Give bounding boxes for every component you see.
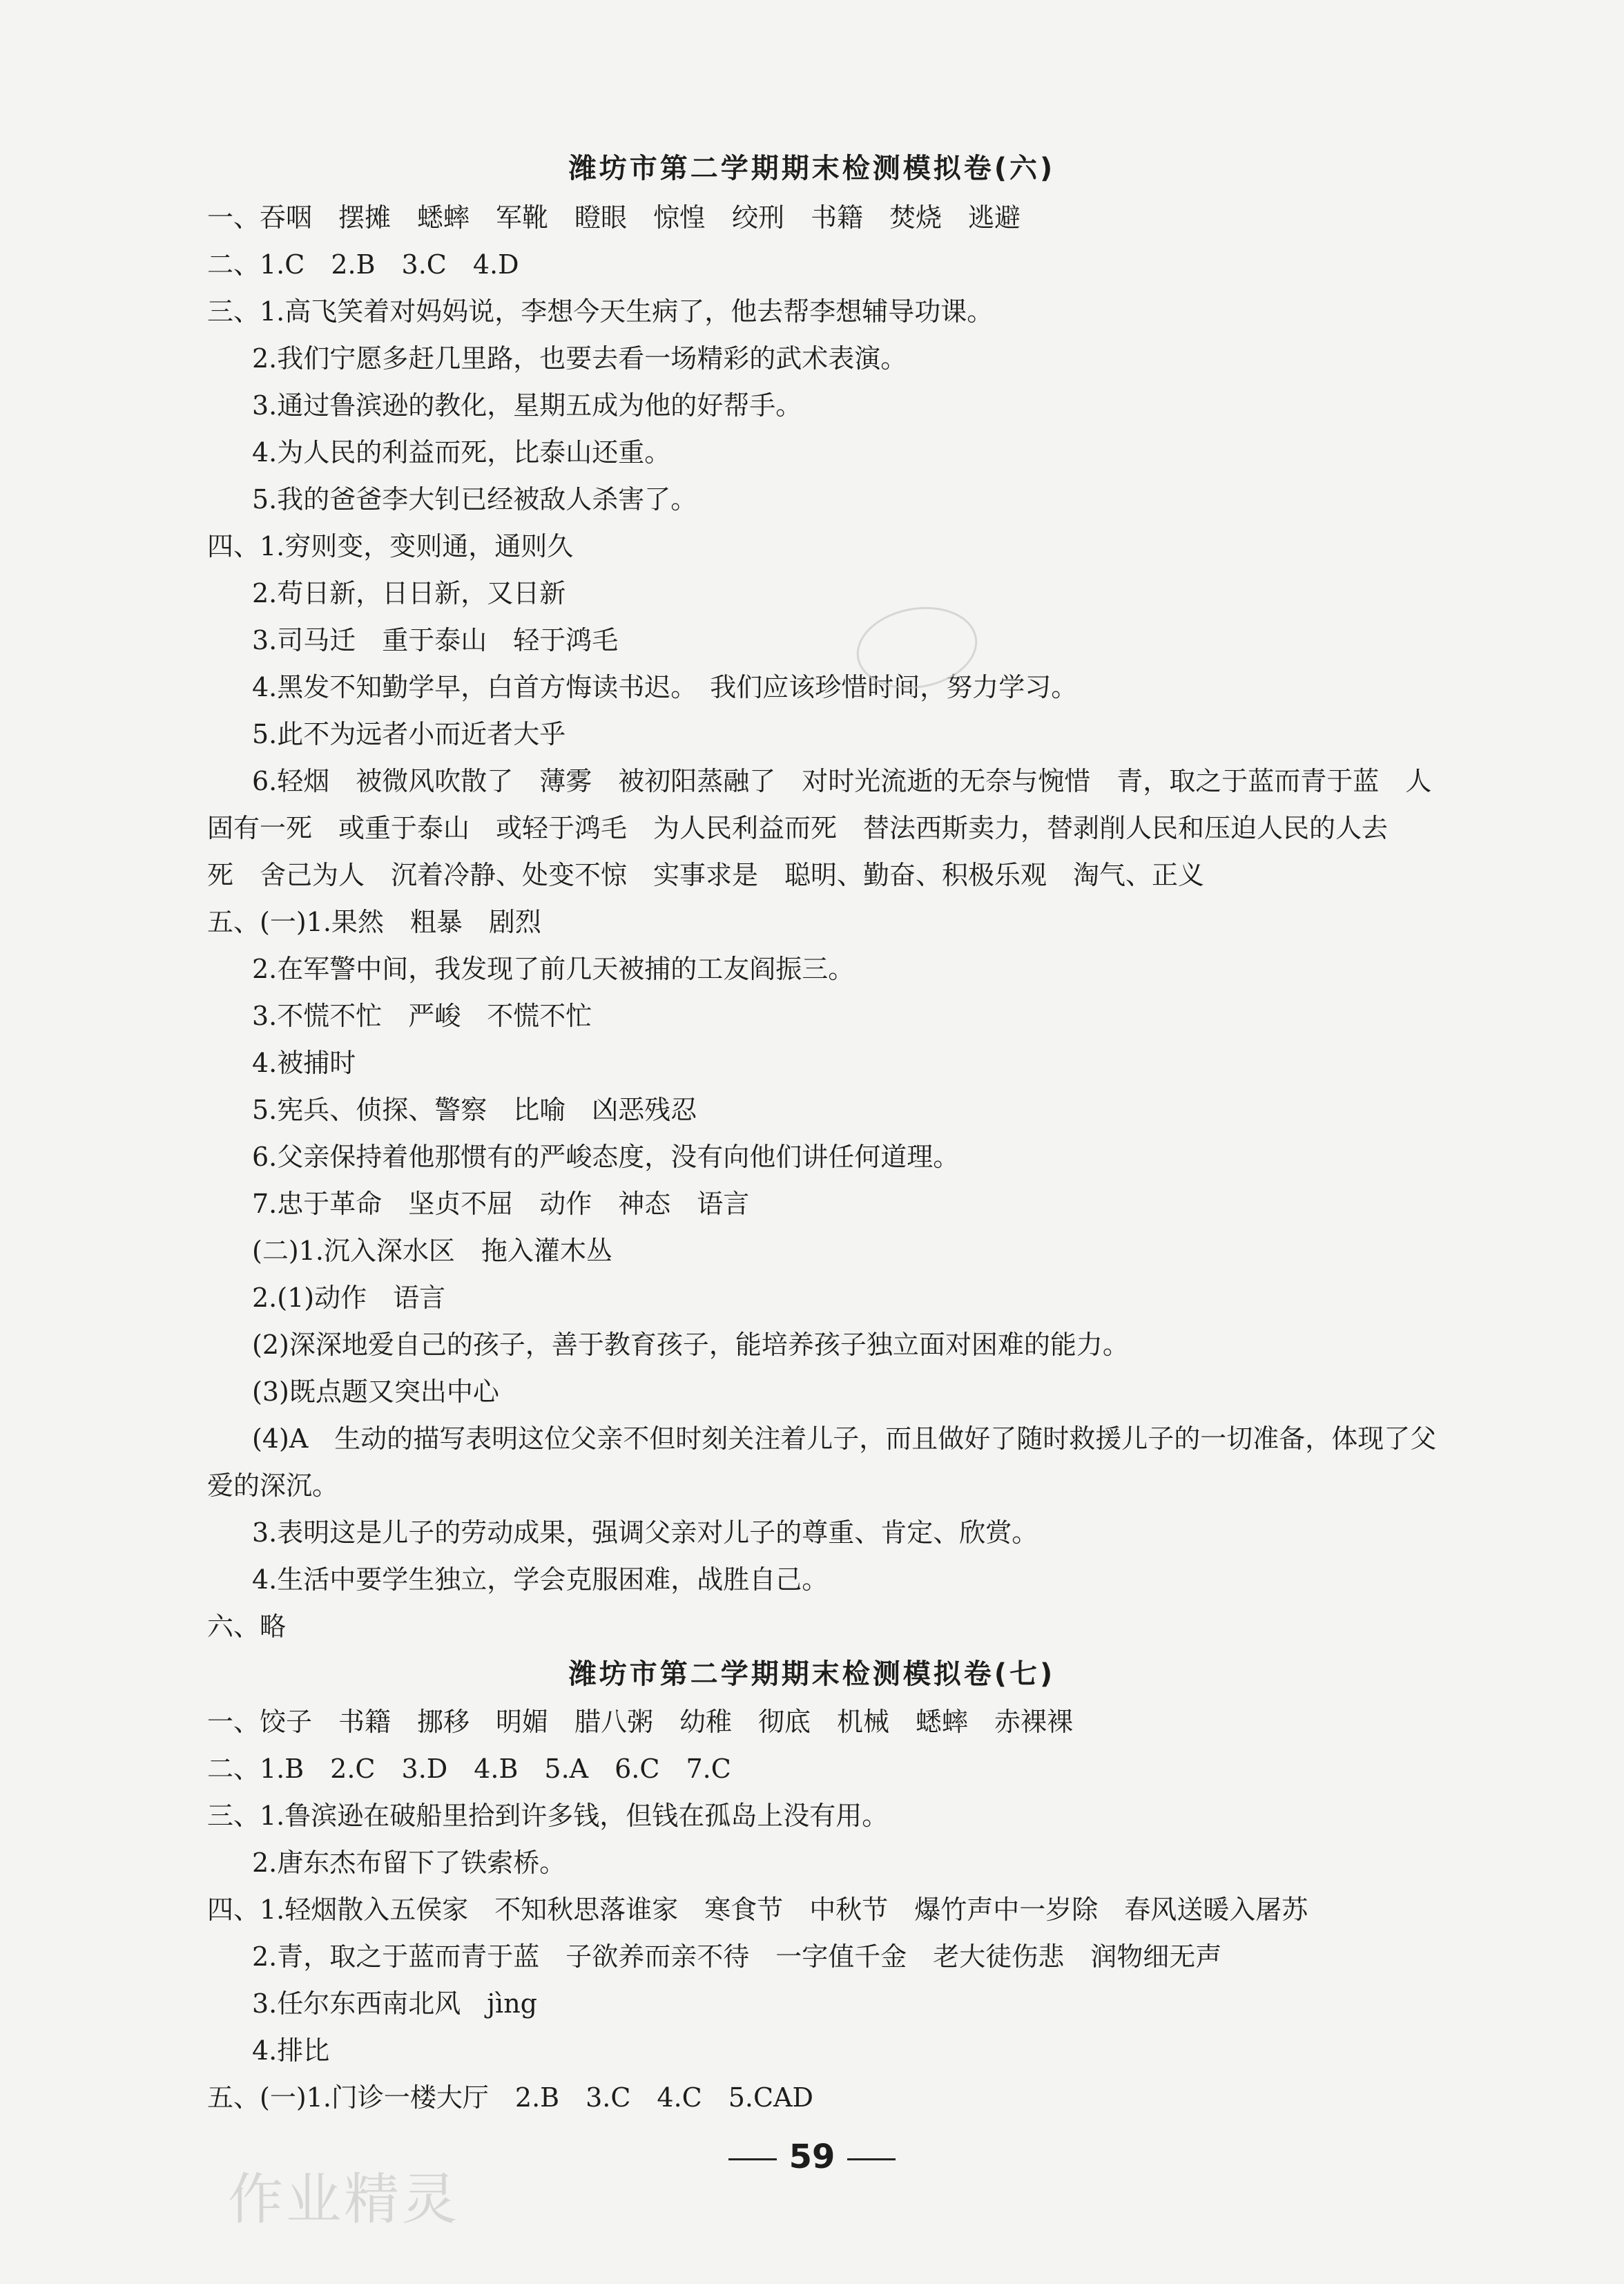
answer-line: 三、1.鲁滨逊在破船里拾到许多钱，但钱在孤岛上没有用。 xyxy=(207,1801,889,1831)
answer-line: 4.排比 xyxy=(252,2035,330,2066)
answer-line: 3.任尔东西南北风 jìng xyxy=(252,1988,537,2019)
answer-line: (3)既点题又突出中心 xyxy=(252,1376,499,1407)
answer-line: (4)A 生动的描写表明这位父亲不但时刻关注着儿子，而且做好了随时救援儿子的一切准备，体现了父 xyxy=(252,1423,1437,1454)
answer-line: 2.我们宁愿多赶几里路，也要去看一场精彩的武术表演。 xyxy=(252,343,907,374)
watermark: 作业精灵 xyxy=(228,2167,460,2232)
answer-line: 4.被捕时 xyxy=(252,1048,356,1078)
answer-line: (2)深深地爱自己的孩子，善于教育孩子，能培养孩子独立面对困难的能力。 xyxy=(252,1330,1129,1360)
answer-line: 四、1.穷则变，变则通，通则久 xyxy=(207,531,574,562)
answer-line: 死 舍己为人 沉着冷静、处变不惊 实事求是 聪明、勤奋、积极乐观 淘气、正义 xyxy=(207,860,1205,890)
answer-line: 二、1.B 2.C 3.D 4.B 5.A 6.C 7.C xyxy=(207,1754,731,1784)
answer-line: 三、1.高飞笑着对妈妈说，李想今天生病了，他去帮李想辅导功课。 xyxy=(207,296,994,327)
page-number-value: 59 xyxy=(789,2138,835,2176)
answer-line: 二、1.C 2.B 3.C 4.D xyxy=(207,249,519,280)
answer-line: 6.父亲保持着他那惯有的严峻态度，没有向他们讲任何道理。 xyxy=(252,1142,960,1172)
answer-line: 4.为人民的利益而死，比泰山还重。 xyxy=(252,437,671,468)
answer-line: 4.黑发不知勤学早，白首方悔读书迟。 我们应该珍惜时间，努力学习。 xyxy=(252,672,1078,702)
answer-line: 爱的深沉。 xyxy=(207,1470,339,1501)
answer-line: 3.司马迁 重于泰山 轻于鸿毛 xyxy=(252,625,619,655)
answer-line: 2.唐东杰布留下了铁索桥。 xyxy=(252,1848,566,1878)
answer-line: 五、(一)1.门诊一楼大厅 2.B 3.C 4.C 5.CAD xyxy=(207,2082,813,2113)
answer-line: 四、1.轻烟散入五侯家 不知秋思落谁家 寒食节 中秋节 爆竹声中一岁除 春风送暖入屠苏 xyxy=(207,1894,1308,1925)
answer-line: 5.我的爸爸李大钊已经被敌人杀害了。 xyxy=(252,484,697,515)
dash-left xyxy=(728,2158,777,2160)
answer-line: 3.表明这是儿子的劳动成果，强调父亲对儿子的尊重、肯定、欣赏。 xyxy=(252,1517,1038,1548)
answer-line: 5.此不为远者小而近者大乎 xyxy=(252,719,566,749)
dash-right xyxy=(847,2158,896,2160)
answer-line: 一、饺子 书籍 挪移 明媚 腊八粥 幼稚 彻底 机械 蟋蟀 赤裸裸 xyxy=(207,1707,1074,1737)
answer-line: 4.生活中要学生独立，学会克服困难，战胜自己。 xyxy=(252,1564,829,1595)
answer-line: 5.宪兵、侦探、警察 比喻 凶恶残忍 xyxy=(252,1095,697,1125)
answer-line: 2.苟日新，日日新，又日新 xyxy=(252,578,566,608)
answer-line: 7.忠于革命 坚贞不屈 动作 神态 语言 xyxy=(252,1189,750,1219)
section-title-6: 潍坊市第二学期期末检测模拟卷(六) xyxy=(568,153,1056,184)
answer-line: (二)1.沉入深水区 拖入灌木丛 xyxy=(252,1236,612,1266)
answer-line: 一、吞咽 摆摊 蟋蟀 军靴 瞪眼 惊惶 绞刑 书籍 焚烧 逃避 xyxy=(207,202,1021,233)
answer-line: 6.轻烟 被微风吹散了 薄雾 被初阳蒸融了 对时光流逝的无奈与惋惜 青，取之于蓝而青于蓝 人 xyxy=(252,766,1432,796)
answer-line: 五、(一)1.果然 粗暴 剧烈 xyxy=(207,907,541,937)
answer-line: 2.(1)动作 语言 xyxy=(252,1283,446,1313)
section-title-7: 潍坊市第二学期期末检测模拟卷(七) xyxy=(568,1658,1056,1690)
answer-line: 六、略 xyxy=(207,1611,287,1642)
answer-line: 3.通过鲁滨逊的教化，星期五成为他的好帮手。 xyxy=(252,390,802,421)
answer-line: 固有一死 或重于泰山 或轻于鸿毛 为人民利益而死 替法西斯卖力，替剥削人民和压迫人民的人去 xyxy=(207,813,1389,843)
answer-line: 2.青，取之于蓝而青于蓝 子欲养而亲不待 一字值千金 老大徒伤悲 润物细无声 xyxy=(252,1941,1222,1972)
answer-line: 2.在军警中间，我发现了前几天被捕的工友阎振三。 xyxy=(252,954,855,984)
answer-line: 3.不慌不忙 严峻 不慌不忙 xyxy=(252,1001,592,1031)
